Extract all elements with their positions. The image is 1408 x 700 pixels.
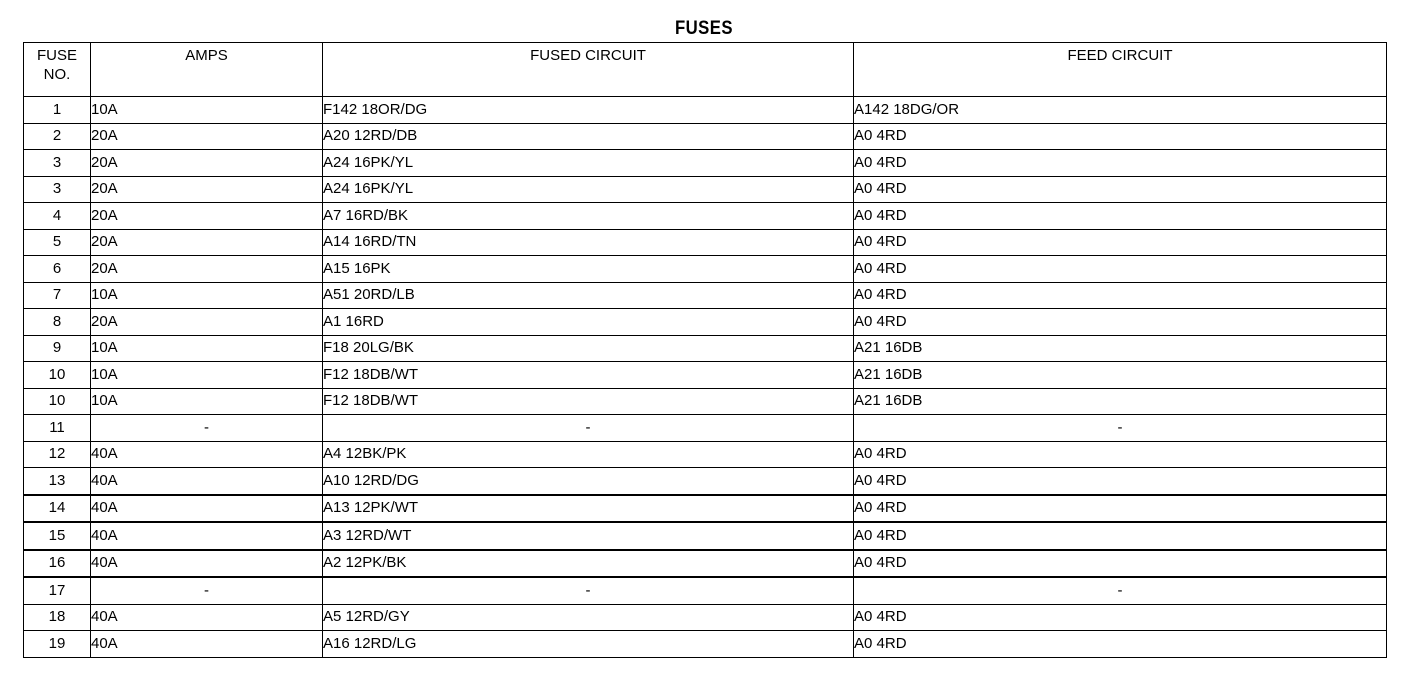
feed-circuit-cell: A0 4RD [854,282,1387,309]
fuse-number-cell: 5 [24,229,91,256]
fuse-number-cell: 7 [24,282,91,309]
amps-cell: 10A [91,97,323,124]
fuse-number-cell: 2 [24,123,91,150]
fused-circuit-cell: A3 12RD/WT [323,522,854,550]
amps-cell: 20A [91,150,323,177]
fuse-number-cell: 12 [24,441,91,468]
fuse-number-cell: 3 [24,176,91,203]
table-title: FUSES [675,18,733,39]
amps-cell: 10A [91,362,323,389]
table-row [24,282,1387,309]
table-row [24,495,1387,523]
fuse-number-cell: 3 [24,150,91,177]
table-row [24,203,1387,230]
amps-cell: 20A [91,123,323,150]
fused-circuit-cell: A1 16RD [323,309,854,336]
amps-cell: 20A [91,309,323,336]
fuse-number-cell: 9 [24,335,91,362]
amps-cell: - [91,577,323,604]
fuse-number-cell: 4 [24,203,91,230]
table-row [24,97,1387,124]
amps-cell: 10A [91,335,323,362]
table-row [24,335,1387,362]
feed-circuit-cell: A0 4RD [854,309,1387,336]
table-row [24,176,1387,203]
fuse-number-cell: 11 [24,415,91,442]
fused-circuit-cell: F18 20LG/BK [323,335,854,362]
fused-circuit-cell: F142 18OR/DG [323,97,854,124]
fuse-number-cell: 8 [24,309,91,336]
fuse-number-cell: 15 [24,522,91,550]
amps-cell: 20A [91,256,323,283]
feed-circuit-cell: A0 4RD [854,550,1387,578]
table-row [24,468,1387,495]
fuse-number-cell: 17 [24,577,91,604]
amps-cell: 10A [91,282,323,309]
fused-circuit-cell: F12 18DB/WT [323,362,854,389]
feed-circuit-cell: A0 4RD [854,468,1387,495]
amps-cell: 40A [91,604,323,631]
column-header-fused-circuit: FUSED CIRCUIT [323,43,854,97]
amps-cell: 40A [91,495,323,523]
fuse-number-cell: 13 [24,468,91,495]
column-header-amps: AMPS [91,43,323,97]
fuse-number-cell: 16 [24,550,91,578]
feed-circuit-cell: A0 4RD [854,176,1387,203]
table-row [24,362,1387,389]
amps-cell: 40A [91,550,323,578]
fuse-number-cell: 18 [24,604,91,631]
fuse-number-cell: 10 [24,388,91,415]
fused-circuit-cell: A7 16RD/BK [323,203,854,230]
fused-circuit-cell: F12 18DB/WT [323,388,854,415]
table-row [24,309,1387,336]
feed-circuit-cell: A0 4RD [854,256,1387,283]
feed-circuit-cell: A0 4RD [854,150,1387,177]
fused-circuit-cell: A15 16PK [323,256,854,283]
feed-circuit-cell: - [854,415,1387,442]
fuses-table [23,42,1387,658]
table-body [24,97,1387,658]
feed-circuit-cell: A0 4RD [854,631,1387,658]
fused-circuit-cell: A10 12RD/DG [323,468,854,495]
fuse-number-cell: 1 [24,97,91,124]
feed-circuit-cell: - [854,577,1387,604]
column-header-fuse-no [24,43,91,97]
fuse-no-header-line2: NO. [43,66,71,83]
amps-cell: 20A [91,203,323,230]
feed-circuit-cell: A0 4RD [854,522,1387,550]
amps-cell: 40A [91,522,323,550]
fused-circuit-cell: - [323,577,854,604]
fused-circuit-cell: A4 12BK/PK [323,441,854,468]
fused-circuit-cell: A5 12RD/GY [323,604,854,631]
table-row [24,388,1387,415]
column-header-feed-circuit: FEED CIRCUIT [854,43,1387,97]
amps-cell: 40A [91,631,323,658]
fuse-number-cell: 10 [24,362,91,389]
amps-cell: 20A [91,229,323,256]
table-row [24,550,1387,578]
amps-cell: 40A [91,441,323,468]
amps-cell: 20A [91,176,323,203]
feed-circuit-cell: A0 4RD [854,604,1387,631]
feed-circuit-cell: A0 4RD [854,229,1387,256]
feed-circuit-cell: A21 16DB [854,362,1387,389]
feed-circuit-cell: A0 4RD [854,441,1387,468]
fused-circuit-cell: A24 16PK/YL [323,150,854,177]
fused-circuit-cell: A13 12PK/WT [323,495,854,523]
feed-circuit-cell: A0 4RD [854,203,1387,230]
feed-circuit-cell: A0 4RD [854,495,1387,523]
amps-cell: 10A [91,388,323,415]
fused-circuit-cell: A20 12RD/DB [323,123,854,150]
table-row [24,441,1387,468]
fuse-number-cell: 19 [24,631,91,658]
feed-circuit-cell: A21 16DB [854,335,1387,362]
table-row [24,229,1387,256]
fused-circuit-cell: A24 16PK/YL [323,176,854,203]
table-row [24,123,1387,150]
fuse-no-header-line1: FUSE [36,47,77,64]
amps-cell: 40A [91,468,323,495]
table-row [24,415,1387,442]
table-row [24,150,1387,177]
table-row [24,604,1387,631]
fused-circuit-cell: A51 20RD/LB [323,282,854,309]
fused-circuit-cell: A16 12RD/LG [323,631,854,658]
feed-circuit-cell: A0 4RD [854,123,1387,150]
table-row [24,631,1387,658]
fuse-number-cell: 14 [24,495,91,523]
table-row [24,522,1387,550]
feed-circuit-cell: A142 18DG/OR [854,97,1387,124]
table-row [24,577,1387,604]
fused-circuit-cell: - [323,415,854,442]
fused-circuit-cell: A2 12PK/BK [323,550,854,578]
fused-circuit-cell: A14 16RD/TN [323,229,854,256]
fuse-number-cell: 6 [24,256,91,283]
header-row [24,43,1387,97]
feed-circuit-cell: A21 16DB [854,388,1387,415]
table-row [24,256,1387,283]
amps-cell: - [91,415,323,442]
